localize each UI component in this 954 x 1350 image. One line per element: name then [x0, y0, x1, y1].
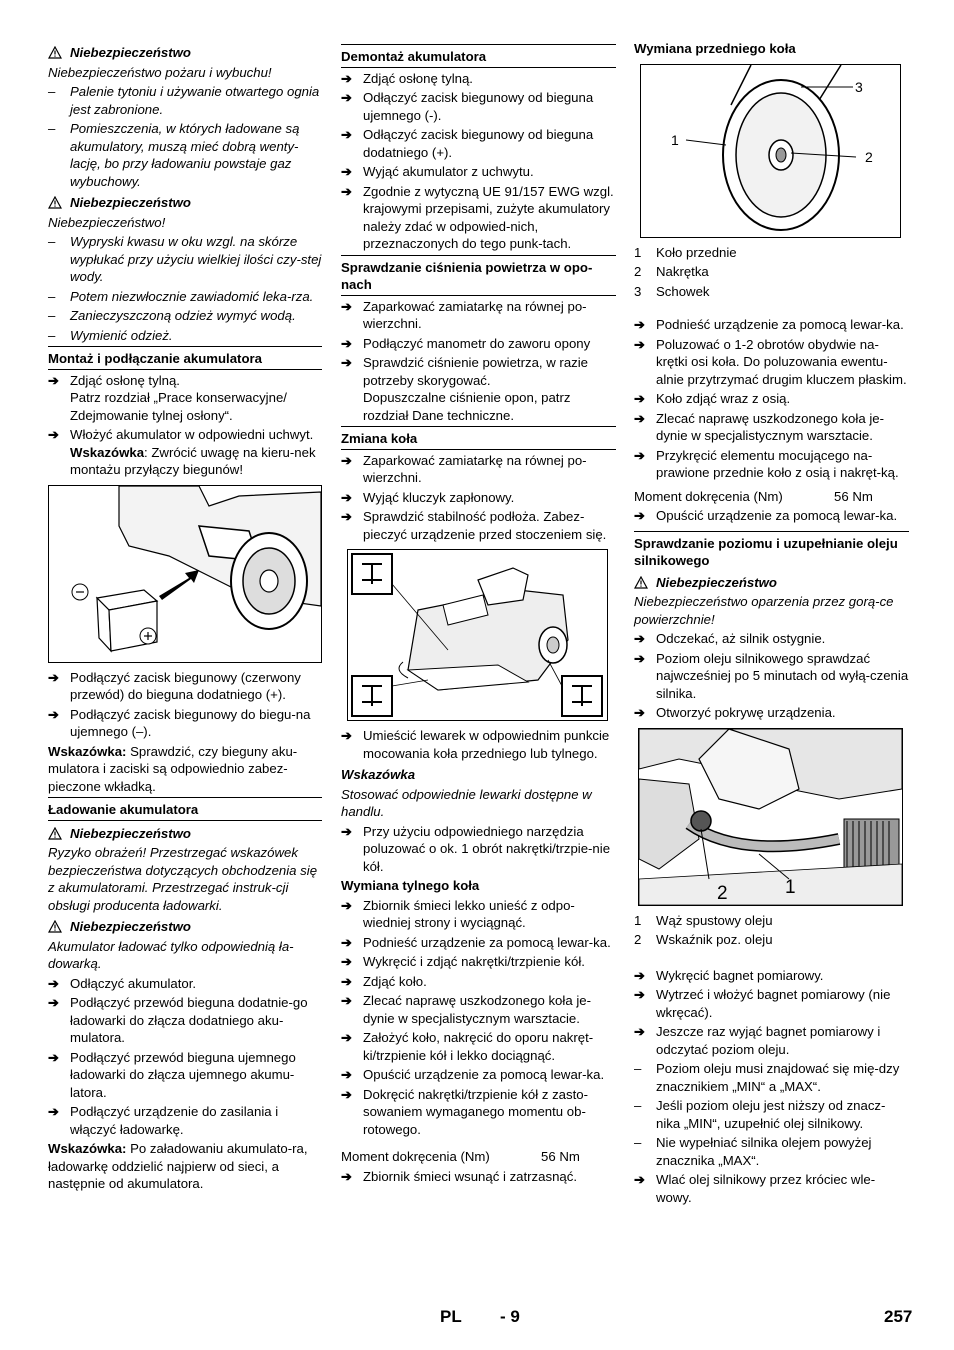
warning-triangle-icon [48, 46, 62, 59]
battery-illustration [49, 486, 321, 662]
warning-charge: Niebezpieczeństwo [48, 825, 322, 843]
list-item: ➔ Podłączyć przewód bieguna dodatnie-go ładowarki do złącza dodatniego aku-mulatora. [48, 994, 322, 1047]
list-item: ➔ Wyjąć akumulator z uchwytu. [341, 163, 616, 181]
warning-triangle-icon [48, 920, 62, 933]
engine-illustration [639, 729, 902, 905]
warning-text: Niebezpieczeństwo! [48, 214, 166, 230]
list-item: – Poziom oleju musi znajdować się mię-dzy znacznikiem „MIN“ a „MAX“. [634, 1060, 909, 1095]
list-item: ➔ Wyjąć kluczyk zapłonowy. [341, 489, 616, 507]
list-item: ➔ Wykręcić bagnet pomiarowy. [634, 967, 909, 985]
list-item: ➔ Zgodnie z wytyczną UE 91/157 EWG wzgl. krajowymi przepisami, zużyte akumulatory należy zdać w odpowied-nich, przeznaczonych do tego punk-tach. [341, 183, 616, 253]
front-wheel-illustration [641, 65, 900, 237]
figure-label: 2 [717, 882, 728, 904]
list-item: ➔ Zdjąć osłonę tylną. Patrz rozdział „Prace konserwacyjne/ Zdejmowanie tylnej osłony“. [48, 372, 322, 425]
list-item: – Potem niezwłocznie zawiadomić leka-rza. [48, 288, 322, 306]
section-heading-wheel: Zmiana koła [341, 426, 616, 450]
section-heading-charge: Ładowanie akumulatora [48, 797, 322, 821]
list-item: ➔ Podłączyć zacisk biegunowy do biegu-na ujemnego (–). [48, 706, 322, 741]
list-item: ➔ Zbiornik śmieci wsunąć i zatrzasnąć. [341, 1168, 616, 1186]
list-item: – Pomieszczenia, w których ładowane są akumulatory, muszą mieć dobrą wenty-lację, bo przy ładowaniu powstaje gaz wybuchowy. [48, 120, 322, 190]
warning-charger: Niebezpieczeństwo [48, 918, 322, 936]
section-heading-front: Wymiana przedniego koła [634, 41, 796, 56]
list-item: ➔ Podłączyć urządzenie do zasilania i włączyć ładowarkę. [48, 1103, 322, 1138]
list-item: ➔ Zdjąć koło. [341, 973, 616, 991]
list-item: – Wymienić odzież. [48, 327, 322, 345]
front-wheel-figure [640, 64, 901, 238]
list-item: ➔ Założyć koło, nakręcić do oporu nakręt-ki/trzpienie kół i lekko dociągnąć. [341, 1029, 616, 1064]
warning-acid: Niebezpieczeństwo [48, 194, 322, 212]
list-item: – Jeśli poziom oleju jest niższy od znacz-nika „MIN“, uzupełnić olej silnikowy. [634, 1097, 909, 1132]
list-item: ➔ Opuścić urządzenie za pomocą lewar-ka. [634, 507, 909, 525]
list-item: ➔ Wlać olej silnikowy przez króciec wle-wowy. [634, 1171, 909, 1206]
warning-triangle-icon [48, 196, 62, 209]
list-item: ➔ Podłączyć przewód bieguna ujemnego ładowarki do złącza ujemnego akumu-latora. [48, 1049, 322, 1102]
legend-item: 1 Koło przednie [634, 244, 737, 260]
section-heading-rear: Wymiana tylnego koła [341, 878, 480, 893]
list-item: ➔ Sprawdzić ciśnienie powietrza, w razie potrzeby skorygować. Dopuszczalne ciśnienie opon, patrz rozdział Dane techniczne. [341, 354, 616, 424]
warning-hot: Niebezpieczeństwo [634, 574, 909, 592]
figure-label: 2 [865, 148, 873, 165]
legend-item: 1 Wąż spustowy oleju [634, 912, 773, 928]
sweeper-figure [347, 549, 608, 721]
warning-text: Niebezpieczeństwo pożaru i wybuchu! [48, 64, 272, 80]
list-item: ➔ Zlecać naprawę uszkodzonego koła je-dynie w specjalistycznym warsztacie. [341, 992, 616, 1027]
list-item: ➔ Koło zdjąć wraz z osią. [634, 390, 909, 408]
list-item: ➔ Odłączyć zacisk biegunowy od bieguna ujemnego (-). [341, 89, 616, 124]
list-item: ➔ Przy użyciu odpowiedniego narzędzia poluzować o ok. 1 obrót nakrętki/trzpie-nie kół. [341, 823, 616, 876]
list-item: ➔ Otworzyć pokrywę urządzenia. [634, 704, 909, 722]
legend-item: 3 Schowek [634, 283, 710, 299]
list-item: – Palenie tytoniu i używanie otwartego ognia jest zabronione. [48, 83, 322, 118]
section-heading-remove: Demontaż akumulatora [341, 44, 616, 68]
figure-label: 3 [855, 78, 863, 95]
oil-figure [638, 728, 903, 906]
list-item: ➔ Poluzować o 1-2 obrotów obydwie na-krętki osi koła. Do poluzowania ewentu-alnie przytrzymać drugim kluczem płaskim. [634, 336, 909, 389]
note: Wskazówka: Po załadowaniu akumulato-ra, ładowarkę oddzielić najpierw od sieci, a następnie od akumulatora. [48, 1141, 308, 1191]
warning-text: Niebezpieczeństwo oparzenia przez gorą-ce powierzchnie! [634, 594, 894, 627]
list-item: ➔ Włożyć akumulator w odpowiedni uchwyt. Wskazówka: Zwrócić uwagę na kieru-nek montażu przyłączy biegunów! [48, 426, 322, 479]
footer-page: - 9 [500, 1307, 520, 1326]
note-title: Wskazówka [341, 767, 416, 782]
list-item: ➔ Odłączyć akumulator. [48, 975, 322, 993]
footer-page-number: 257 [884, 1307, 913, 1326]
column-2 [341, 40, 616, 1187]
list-item: ➔ Zlecać naprawę uszkodzonego koła je-dynie w specjalistycznym warsztacie. [634, 410, 909, 445]
list-item: ➔ Podnieść urządzenie za pomocą lewar-ka. [634, 316, 909, 334]
sweeper-illustration [348, 550, 607, 720]
legend-item: 2 Nakrętka [634, 264, 709, 279]
section-heading-mount: Montaż i podłączanie akumulatora [48, 346, 322, 370]
page-footer [0, 1304, 954, 1334]
list-item: – Zanieczyszczoną odzież wymyć wodą. [48, 307, 322, 325]
warning-fire: Niebezpieczeństwo [48, 44, 322, 62]
warning-text: Akumulator ładować tylko odpowiednią ła-dowarką. [48, 938, 294, 971]
section-heading-oil: Sprawdzanie poziomu i uzupełnianie oleju silnikowego [634, 531, 909, 570]
list-item: ➔ Podnieść urządzenie za pomocą lewar-ka. [341, 934, 616, 952]
list-item: – Nie wypełniać silnika olejem powyżej znacznika „MAX“. [634, 1134, 909, 1169]
torque-row: Moment dokręcenia (Nm) 56 Nm [634, 488, 873, 504]
list-item: ➔ Zdjąć osłonę tylną. [341, 70, 616, 88]
list-item: ➔ Opuścić urządzenie za pomocą lewar-ka. [341, 1066, 616, 1084]
list-item: ➔ Wytrzeć i włożyć bagnet pomiarowy (nie wkręcać). [634, 986, 909, 1021]
list-item: – Wypryski kwasu w oku wzgl. na skórze wypłukać przy użyciu wielkiej ilości czy-stej wody. [48, 233, 322, 286]
list-item: ➔ Zaparkować zamiatarkę na równej po-wierzchni. [341, 298, 616, 333]
list-item: ➔ Podłączyć manometr do zaworu opony [341, 335, 616, 353]
list-item: ➔ Wykręcić i zdjąć nakrętki/trzpienie kół. [341, 953, 616, 971]
warning-text: Ryzyko obrażeń! Przestrzegać wskazówek bezpieczeństwa dotyczących obchodzenia się z akumulatorami. Przestrzegać instruk-cji obsługi producenta ładowarki. [48, 845, 318, 913]
list-item: ➔ Przykręcić elementu mocującego na-prawione przednie koło z osią i nakręt-ką. [634, 447, 909, 482]
column-3 [634, 40, 909, 1208]
warning-triangle-icon [48, 827, 62, 840]
note-text: Stosować odpowiednie lewarki dostępne w handlu. [341, 786, 592, 819]
list-item: ➔ Dokręcić nakrętki/trzpienie kół z zasto-sowaniem wymaganego momentu ob-rotowego. [341, 1086, 616, 1139]
list-item: ➔ Odczekać, aż silnik ostygnie. [634, 630, 909, 648]
figure-label: 1 [671, 131, 679, 148]
legend-item: 2 Wskaźnik poz. oleju [634, 932, 773, 947]
note: Wskazówka: Sprawdzić, czy bieguny aku-mulatora i zaciski są odpowiednio zabez-pieczone wkładką. [48, 743, 298, 794]
torque-row: Moment dokręcenia (Nm) 56 Nm [341, 1149, 580, 1164]
list-item: ➔ Jeszcze raz wyjąć bagnet pomiarowy i odczytać poziom oleju. [634, 1023, 909, 1058]
column-1 [48, 40, 322, 1195]
list-item: ➔ Poziom oleju silnikowego sprawdzać najwcześniej po 5 minutach od wyłą-czenia silnika. [634, 650, 909, 703]
battery-figure [48, 485, 322, 663]
list-item: ➔ Zaparkować zamiatarkę na równej po-wierzchni. [341, 452, 616, 487]
list-item: ➔ Sprawdzić stabilność podłoża. Zabez-pieczyć urządzenie przed stoczeniem się. [341, 508, 616, 543]
figure-label: 1 [785, 876, 796, 898]
list-item: ➔ Odłączyć zacisk biegunowy od bieguna dodatniego (+). [341, 126, 616, 161]
list-item: ➔ Umieścić lewarek w odpowiednim punkcie mocowania koła przedniego lub tylnego. [341, 727, 616, 762]
list-item: ➔ Zbiornik śmieci lekko unieść z odpo-wiedniej strony i wyciągnąć. [341, 897, 616, 932]
section-heading-tire: Sprawdzanie ciśnienia powietrza w opo-nach [341, 255, 616, 296]
list-item: ➔ Podłączyć zacisk biegunowy (czerwony przewód) do bieguna dodatniego (+). [48, 669, 322, 704]
warning-triangle-icon [634, 576, 648, 589]
footer-language: PL [440, 1307, 462, 1326]
